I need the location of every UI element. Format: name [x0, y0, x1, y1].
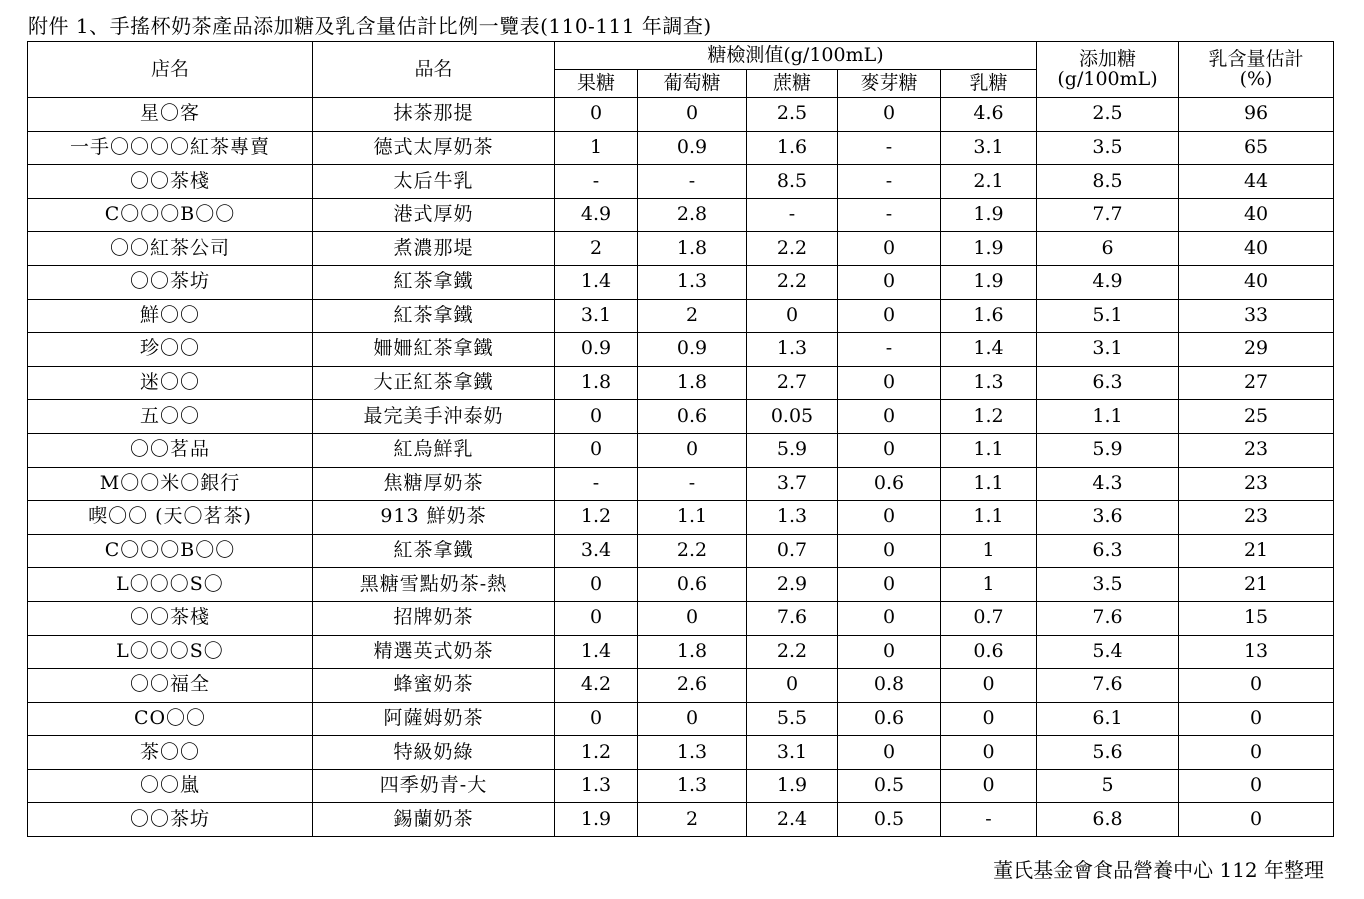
cell-fructose: 1.2 — [555, 736, 638, 770]
cell-lactose: 1.2 — [941, 400, 1037, 434]
cell-maltose: 0 — [838, 433, 941, 467]
cell-milk-content: 65 — [1179, 131, 1334, 165]
cell-milk-content: 25 — [1179, 400, 1334, 434]
cell-fructose: 0.9 — [555, 333, 638, 367]
table-row — [28, 400, 1334, 434]
cell-product: 紅烏鮮乳 — [313, 433, 555, 467]
cell-fructose: 0 — [555, 400, 638, 434]
table-row — [28, 98, 1334, 132]
cell-sucrose: 5.9 — [747, 433, 838, 467]
cell-glucose: 1.3 — [638, 265, 747, 299]
cell-sucrose: 8.5 — [747, 165, 838, 199]
cell-maltose: - — [838, 165, 941, 199]
cell-milk-content: 0 — [1179, 769, 1334, 803]
cell-fructose: 3.1 — [555, 299, 638, 333]
cell-store: CO〇〇 — [28, 702, 313, 736]
cell-lactose: 1.1 — [941, 467, 1037, 501]
cell-product: 太后牛乳 — [313, 165, 555, 199]
cell-maltose: 0 — [838, 366, 941, 400]
header-store: 店名 — [28, 42, 313, 98]
cell-added-sugar: 5.6 — [1037, 736, 1179, 770]
cell-maltose: - — [838, 198, 941, 232]
cell-glucose: 1.8 — [638, 232, 747, 266]
cell-product: 招牌奶茶 — [313, 601, 555, 635]
cell-glucose: 0.6 — [638, 400, 747, 434]
cell-lactose: 0.7 — [941, 601, 1037, 635]
cell-milk-content: 33 — [1179, 299, 1334, 333]
header-milk-line2: (%) — [1239, 67, 1273, 90]
table-row — [28, 534, 1334, 568]
cell-fructose: 0 — [555, 433, 638, 467]
cell-sucrose: 0.05 — [747, 400, 838, 434]
table-row — [28, 501, 1334, 535]
cell-product: 大正紅茶拿鐵 — [313, 366, 555, 400]
cell-store: 〇〇紅茶公司 — [28, 232, 313, 266]
table-row — [28, 265, 1334, 299]
cell-glucose: 2 — [638, 299, 747, 333]
table-row — [28, 669, 1334, 703]
cell-fructose: 4.2 — [555, 669, 638, 703]
cell-store: 〇〇福全 — [28, 669, 313, 703]
table-body — [28, 98, 1334, 837]
cell-lactose: 1.1 — [941, 433, 1037, 467]
cell-glucose: 2.8 — [638, 198, 747, 232]
cell-product: 錫蘭奶茶 — [313, 803, 555, 837]
cell-added-sugar: 7.6 — [1037, 601, 1179, 635]
cell-milk-content: 23 — [1179, 433, 1334, 467]
cell-product: 黑糖雪點奶茶-熱 — [313, 568, 555, 602]
cell-milk-content: 27 — [1179, 366, 1334, 400]
cell-fructose: - — [555, 467, 638, 501]
cell-lactose: 0 — [941, 702, 1037, 736]
cell-maltose: 0 — [838, 98, 941, 132]
cell-glucose: - — [638, 165, 747, 199]
cell-glucose: 2 — [638, 803, 747, 837]
cell-product: 德式太厚奶茶 — [313, 131, 555, 165]
cell-added-sugar: 5.1 — [1037, 299, 1179, 333]
table-row — [28, 299, 1334, 333]
cell-added-sugar: 6 — [1037, 232, 1179, 266]
cell-lactose: 1 — [941, 568, 1037, 602]
cell-fructose: 0 — [555, 702, 638, 736]
cell-milk-content: 29 — [1179, 333, 1334, 367]
header-added-sugar-line2: (g/100mL) — [1057, 67, 1158, 90]
cell-lactose: - — [941, 803, 1037, 837]
table-row — [28, 366, 1334, 400]
cell-glucose: 0 — [638, 702, 747, 736]
cell-store: L〇〇〇S〇 — [28, 568, 313, 602]
cell-lactose: 1.4 — [941, 333, 1037, 367]
cell-fructose: 3.4 — [555, 534, 638, 568]
cell-milk-content: 23 — [1179, 467, 1334, 501]
cell-store: 珍〇〇 — [28, 333, 313, 367]
table-row — [28, 333, 1334, 367]
cell-product: 姍姍紅茶拿鐵 — [313, 333, 555, 367]
cell-product: 最完美手沖泰奶 — [313, 400, 555, 434]
cell-glucose: 0.9 — [638, 333, 747, 367]
table-row — [28, 198, 1334, 232]
cell-lactose: 0 — [941, 736, 1037, 770]
cell-fructose: 4.9 — [555, 198, 638, 232]
cell-sucrose: 0 — [747, 669, 838, 703]
table-row — [28, 736, 1334, 770]
cell-product: 精選英式奶茶 — [313, 635, 555, 669]
cell-milk-content: 44 — [1179, 165, 1334, 199]
table-row — [28, 165, 1334, 199]
cell-lactose: 1.9 — [941, 232, 1037, 266]
cell-milk-content: 15 — [1179, 601, 1334, 635]
cell-added-sugar: 3.1 — [1037, 333, 1179, 367]
cell-milk-content: 13 — [1179, 635, 1334, 669]
cell-glucose: 0 — [638, 601, 747, 635]
cell-sucrose: 2.9 — [747, 568, 838, 602]
table-row — [28, 769, 1334, 803]
cell-milk-content: 40 — [1179, 265, 1334, 299]
cell-milk-content: 40 — [1179, 232, 1334, 266]
cell-fructose: 1.4 — [555, 635, 638, 669]
cell-glucose: 0.6 — [638, 568, 747, 602]
cell-lactose: 4.6 — [941, 98, 1037, 132]
cell-store: 星〇客 — [28, 98, 313, 132]
cell-maltose: 0.8 — [838, 669, 941, 703]
cell-glucose: 1.8 — [638, 366, 747, 400]
cell-product: 四季奶青-大 — [313, 769, 555, 803]
cell-added-sugar: 6.3 — [1037, 534, 1179, 568]
cell-glucose: 1.3 — [638, 769, 747, 803]
cell-maltose: 0 — [838, 736, 941, 770]
cell-sucrose: 0.7 — [747, 534, 838, 568]
cell-fructose: 1 — [555, 131, 638, 165]
cell-milk-content: 0 — [1179, 803, 1334, 837]
cell-sucrose: 2.2 — [747, 232, 838, 266]
cell-product: 煮濃那堤 — [313, 232, 555, 266]
cell-sucrose: 0 — [747, 299, 838, 333]
table-row — [28, 601, 1334, 635]
header-sucrose: 蔗糖 — [747, 70, 838, 98]
cell-glucose: - — [638, 467, 747, 501]
cell-milk-content: 0 — [1179, 702, 1334, 736]
cell-maltose: 0.5 — [838, 769, 941, 803]
source-footer: 董氏基金會食品營養中心 112 年整理 — [993, 858, 1324, 882]
cell-product: 特級奶綠 — [313, 736, 555, 770]
cell-store: C〇〇〇B〇〇 — [28, 534, 313, 568]
cell-product: 港式厚奶 — [313, 198, 555, 232]
cell-fructose: - — [555, 165, 638, 199]
cell-added-sugar: 6.3 — [1037, 366, 1179, 400]
cell-fructose: 1.8 — [555, 366, 638, 400]
cell-glucose: 0 — [638, 98, 747, 132]
cell-fructose: 0 — [555, 601, 638, 635]
document-title: 附件 1、手搖杯奶茶產品添加糖及乳含量估計比例一覽表(110-111 年調查) — [28, 14, 712, 38]
header-product: 品名 — [313, 42, 555, 98]
header-sugar-group: 糖檢測值(g/100mL) — [555, 42, 1037, 70]
cell-store: 〇〇嵐 — [28, 769, 313, 803]
header-milk-content — [1179, 42, 1334, 98]
cell-lactose: 1.9 — [941, 198, 1037, 232]
header-maltose: 麥芽糖 — [838, 70, 941, 98]
cell-milk-content: 21 — [1179, 534, 1334, 568]
cell-sucrose: 1.6 — [747, 131, 838, 165]
cell-glucose: 0 — [638, 433, 747, 467]
cell-maltose: 0 — [838, 501, 941, 535]
cell-lactose: 2.1 — [941, 165, 1037, 199]
cell-store: C〇〇〇B〇〇 — [28, 198, 313, 232]
cell-store: 喫〇〇 (天〇茗茶) — [28, 501, 313, 535]
cell-lactose: 3.1 — [941, 131, 1037, 165]
cell-added-sugar: 2.5 — [1037, 98, 1179, 132]
cell-added-sugar: 6.8 — [1037, 803, 1179, 837]
cell-lactose: 1.3 — [941, 366, 1037, 400]
cell-lactose: 0.6 — [941, 635, 1037, 669]
cell-product: 阿薩姆奶茶 — [313, 702, 555, 736]
header-milk-line1: 乳含量估計 — [1208, 47, 1304, 70]
cell-product: 紅茶拿鐵 — [313, 299, 555, 333]
cell-store: 〇〇茶坊 — [28, 265, 313, 299]
cell-lactose: 1 — [941, 534, 1037, 568]
cell-store: 茶〇〇 — [28, 736, 313, 770]
cell-sucrose: 2.2 — [747, 265, 838, 299]
cell-added-sugar: 6.1 — [1037, 702, 1179, 736]
table-row — [28, 635, 1334, 669]
cell-lactose: 0 — [941, 669, 1037, 703]
cell-milk-content: 0 — [1179, 669, 1334, 703]
cell-sucrose: 2.7 — [747, 366, 838, 400]
cell-sucrose: 2.4 — [747, 803, 838, 837]
cell-fructose: 1.3 — [555, 769, 638, 803]
cell-sucrose: 2.5 — [747, 98, 838, 132]
cell-product: 蜂蜜奶茶 — [313, 669, 555, 703]
cell-milk-content: 21 — [1179, 568, 1334, 602]
cell-added-sugar: 4.9 — [1037, 265, 1179, 299]
cell-fructose: 0 — [555, 568, 638, 602]
cell-maltose: - — [838, 131, 941, 165]
cell-maltose: 0 — [838, 568, 941, 602]
header-glucose: 葡萄糖 — [638, 70, 747, 98]
cell-added-sugar: 4.3 — [1037, 467, 1179, 501]
cell-fructose: 2 — [555, 232, 638, 266]
cell-added-sugar: 3.5 — [1037, 568, 1179, 602]
milk-tea-sugar-table — [27, 41, 1334, 837]
table-row — [28, 467, 1334, 501]
cell-glucose: 2.6 — [638, 669, 747, 703]
cell-glucose: 1.1 — [638, 501, 747, 535]
cell-maltose: 0 — [838, 400, 941, 434]
cell-sucrose: 3.1 — [747, 736, 838, 770]
header-lactose: 乳糖 — [941, 70, 1037, 98]
cell-lactose: 0 — [941, 769, 1037, 803]
cell-sucrose: 1.3 — [747, 333, 838, 367]
cell-maltose: 0 — [838, 232, 941, 266]
cell-store: 鮮〇〇 — [28, 299, 313, 333]
header-added-sugar — [1037, 42, 1179, 98]
cell-product: 紅茶拿鐵 — [313, 265, 555, 299]
cell-added-sugar: 7.7 — [1037, 198, 1179, 232]
cell-fructose: 1.4 — [555, 265, 638, 299]
cell-fructose: 1.2 — [555, 501, 638, 535]
cell-glucose: 1.3 — [638, 736, 747, 770]
cell-maltose: 0 — [838, 265, 941, 299]
cell-store: 〇〇茗品 — [28, 433, 313, 467]
cell-product: 焦糖厚奶茶 — [313, 467, 555, 501]
cell-added-sugar: 1.1 — [1037, 400, 1179, 434]
cell-sucrose: 1.9 — [747, 769, 838, 803]
table-row — [28, 232, 1334, 266]
cell-store: 〇〇茶棧 — [28, 165, 313, 199]
cell-store: 〇〇茶棧 — [28, 601, 313, 635]
cell-store: 〇〇茶坊 — [28, 803, 313, 837]
cell-glucose: 0.9 — [638, 131, 747, 165]
cell-store: M〇〇米〇銀行 — [28, 467, 313, 501]
table-row — [28, 803, 1334, 837]
cell-added-sugar: 7.6 — [1037, 669, 1179, 703]
cell-added-sugar: 3.6 — [1037, 501, 1179, 535]
cell-added-sugar: 5.4 — [1037, 635, 1179, 669]
cell-glucose: 2.2 — [638, 534, 747, 568]
cell-store: 一手〇〇〇〇紅茶專賣 — [28, 131, 313, 165]
cell-sucrose: 2.2 — [747, 635, 838, 669]
header-added-sugar-line1: 添加糖 — [1079, 47, 1137, 70]
table-row — [28, 131, 1334, 165]
cell-milk-content: 23 — [1179, 501, 1334, 535]
cell-added-sugar: 5 — [1037, 769, 1179, 803]
cell-store: 五〇〇 — [28, 400, 313, 434]
cell-product: 913 鮮奶茶 — [313, 501, 555, 535]
cell-maltose: 0.6 — [838, 467, 941, 501]
cell-product: 紅茶拿鐵 — [313, 534, 555, 568]
cell-sucrose: 1.3 — [747, 501, 838, 535]
cell-maltose: 0 — [838, 635, 941, 669]
header-fructose: 果糖 — [555, 70, 638, 98]
cell-added-sugar: 8.5 — [1037, 165, 1179, 199]
cell-product: 抹茶那提 — [313, 98, 555, 132]
cell-sucrose: 3.7 — [747, 467, 838, 501]
table-row — [28, 568, 1334, 602]
cell-lactose: 1.9 — [941, 265, 1037, 299]
cell-maltose: 0 — [838, 601, 941, 635]
cell-fructose: 1.9 — [555, 803, 638, 837]
cell-maltose: - — [838, 333, 941, 367]
cell-fructose: 0 — [555, 98, 638, 132]
cell-store: L〇〇〇S〇 — [28, 635, 313, 669]
table-row — [28, 702, 1334, 736]
cell-milk-content: 40 — [1179, 198, 1334, 232]
cell-milk-content: 96 — [1179, 98, 1334, 132]
cell-store: 迷〇〇 — [28, 366, 313, 400]
cell-sucrose: 5.5 — [747, 702, 838, 736]
cell-added-sugar: 5.9 — [1037, 433, 1179, 467]
cell-lactose: 1.6 — [941, 299, 1037, 333]
table-row — [28, 433, 1334, 467]
cell-maltose: 0.5 — [838, 803, 941, 837]
cell-lactose: 1.1 — [941, 501, 1037, 535]
cell-sucrose: 7.6 — [747, 601, 838, 635]
cell-maltose: 0 — [838, 299, 941, 333]
cell-maltose: 0 — [838, 534, 941, 568]
cell-milk-content: 0 — [1179, 736, 1334, 770]
cell-maltose: 0.6 — [838, 702, 941, 736]
cell-glucose: 1.8 — [638, 635, 747, 669]
cell-sucrose: - — [747, 198, 838, 232]
cell-added-sugar: 3.5 — [1037, 131, 1179, 165]
